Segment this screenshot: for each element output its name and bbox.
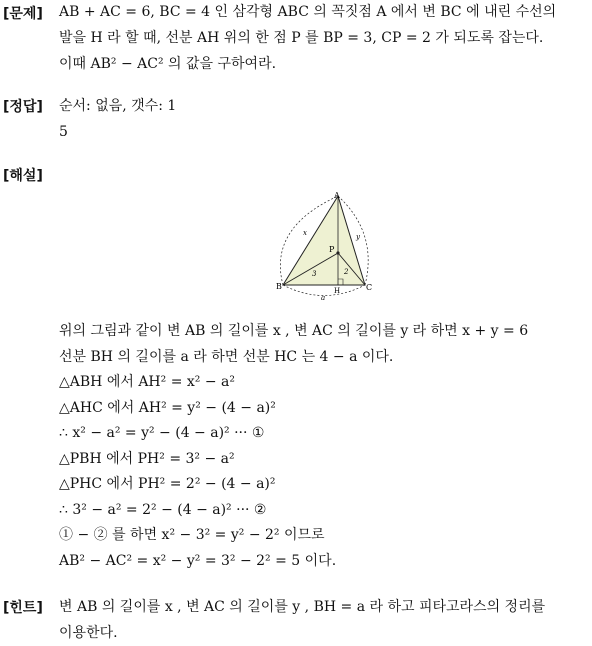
label-x: x <box>303 229 307 237</box>
solution-line-6: △PBH 에서 PH² = 3² − a² <box>59 450 235 467</box>
label-p: P <box>329 245 335 254</box>
label-y: y <box>356 233 360 241</box>
problem-body <box>59 0 588 77</box>
hint-line-1: 변 AB 의 길이를 x , 변 AC 의 길이를 y , BH = a 라 하고 피타고라스의 정리를 <box>59 599 546 615</box>
solution-line-2: 선분 BH 의 길이를 a 라 하면 선분 HC 는 4 − a 이다. <box>59 348 394 365</box>
problem-line-1: AB + AC = 6, BC = 4 인 삼각형 ABC 의 꼭짓점 A 에서 변 BC 에 내린 수선의 <box>59 4 557 20</box>
hint-tag: [힌트] <box>3 600 43 616</box>
solution-line-4: △AHC 에서 AH² = y² − (4 − a)² <box>59 399 276 416</box>
solution-line-3: △ABH 에서 AH² = x² − a² <box>59 374 235 390</box>
problem-tag: [문제] <box>3 6 43 22</box>
label-a: A <box>334 191 340 200</box>
label-side-3: 3 <box>312 270 317 278</box>
triangle-abc <box>283 196 365 285</box>
label-side-2: 2 <box>344 268 349 276</box>
triangle-figure <box>276 188 376 303</box>
label-b: B <box>276 282 282 291</box>
solution-line-5: ∴ x² − a² = y² − (4 − a)² ··· ① <box>59 425 265 441</box>
solution-body <box>59 319 588 574</box>
answer-line-1: 순서: 없음, 갯수: 1 <box>59 98 177 114</box>
label-c: C <box>366 283 373 292</box>
answer-line-2: 5 <box>59 124 68 140</box>
problem-line-2: 발을 H 라 할 때, 선분 AH 위의 한 점 P 를 BP = 3, CP = 2 가 되도록 잡는다. <box>59 30 544 46</box>
problem-line-3: 이때 AB² − AC² 의 값을 구하여라. <box>59 56 277 72</box>
label-h: H <box>334 287 341 295</box>
solution-line-7: △PHC 에서 PH² = 2² − (4 − a)² <box>59 476 276 492</box>
hint-line-2: 이용한다. <box>59 625 118 641</box>
answer-body <box>59 93 588 145</box>
label-side-a: a <box>321 294 326 302</box>
solution-line-10: AB² − AC² = x² − y² = 3² − 2² = 5 이다. <box>59 552 337 569</box>
hint-body <box>59 594 588 646</box>
solution-line-1: 위의 그림과 같이 변 AB 의 길이를 x , 변 AC 의 길이를 y 라 하면 x + y = 6 <box>59 323 529 339</box>
answer-tag: [정답] <box>3 99 43 115</box>
solution-line-9: ① − ② 를 하면 x² − 3² = y² − 2² 이므로 <box>59 527 325 543</box>
solution-tag: [해설] <box>3 168 43 184</box>
solution-line-8: ∴ 3² − a² = 2² − (4 − a)² ··· ② <box>59 501 267 518</box>
point-p <box>336 251 339 254</box>
